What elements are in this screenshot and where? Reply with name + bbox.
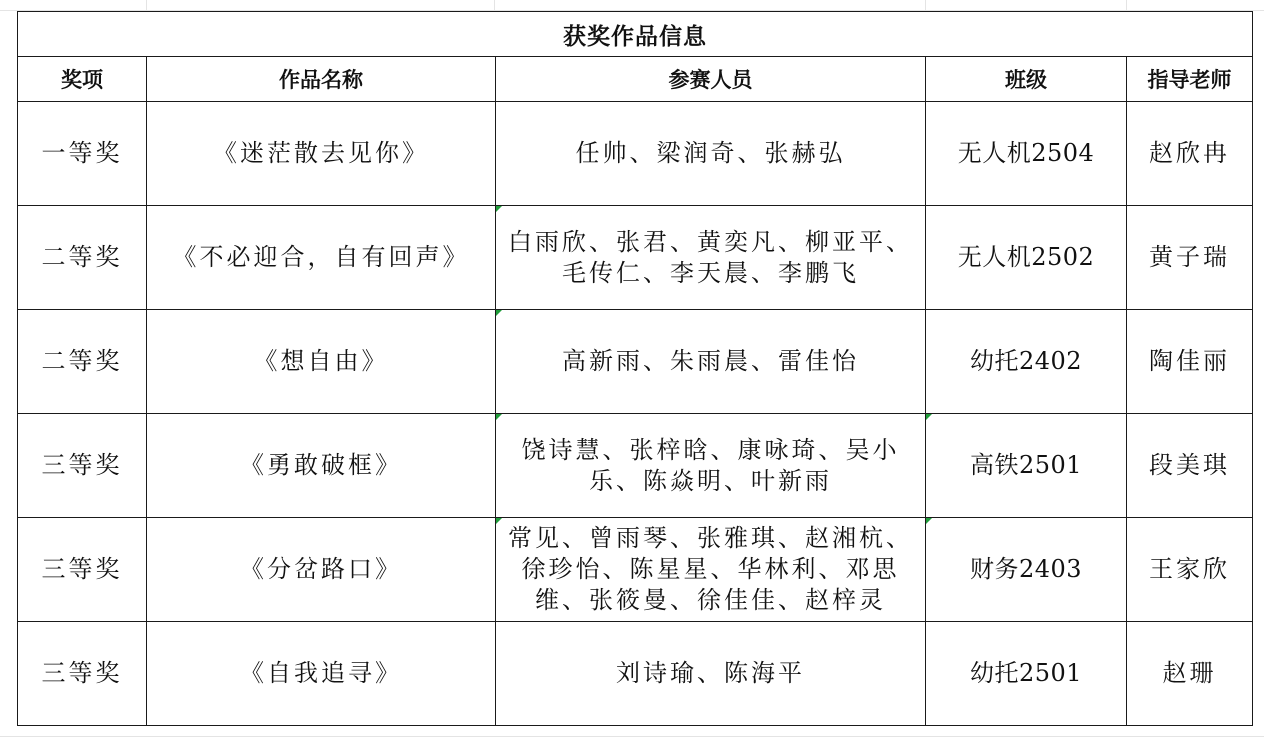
award-table <box>17 11 1253 726</box>
work-name-cell[interactable]: 《迷茫散去见你》 <box>147 102 496 206</box>
members-cell[interactable] <box>496 310 926 414</box>
award-cell[interactable]: 三等奖 <box>18 414 147 518</box>
table-row <box>18 206 1253 310</box>
advisor-cell[interactable]: 赵欣冉 <box>1127 102 1253 206</box>
members-text: 任帅、梁润奇、张赫弘 <box>575 139 846 167</box>
class-cell[interactable]: 幼托2501 <box>926 622 1127 726</box>
sheet-gridline <box>494 0 495 11</box>
members-cell[interactable] <box>496 622 926 726</box>
members-cell[interactable] <box>496 518 926 622</box>
work-name-cell[interactable]: 《勇敢破框》 <box>147 414 496 518</box>
sheet-gridline <box>146 0 147 11</box>
award-cell[interactable]: 三等奖 <box>18 622 147 726</box>
work-name-cell[interactable]: 《不必迎合，自有回声》 <box>147 206 496 310</box>
advisor-cell[interactable]: 陶佳丽 <box>1127 310 1253 414</box>
class-cell[interactable] <box>926 518 1127 622</box>
header-members[interactable]: 参赛人员 <box>496 57 926 102</box>
table-row <box>18 622 1253 726</box>
comment-marker-icon <box>926 414 932 420</box>
header-class[interactable]: 班级 <box>926 57 1127 102</box>
work-name-cell[interactable]: 《分岔路口》 <box>147 518 496 622</box>
advisor-cell[interactable]: 黄子瑞 <box>1127 206 1253 310</box>
members-text: 常见、曾雨琴、张雅琪、赵湘杭、徐珍怡、陈星星、华林利、邓思维、张筱曼、徐佳佳、赵梓灵 <box>508 524 913 614</box>
award-cell[interactable]: 三等奖 <box>18 518 147 622</box>
members-cell[interactable] <box>496 102 926 206</box>
members-cell[interactable] <box>496 206 926 310</box>
work-name-cell[interactable]: 《想自由》 <box>147 310 496 414</box>
advisor-cell[interactable]: 段美琪 <box>1127 414 1253 518</box>
members-text: 刘诗瑜、陈海平 <box>616 659 805 687</box>
sheet-gridline <box>0 736 1264 737</box>
comment-marker-icon <box>496 206 502 212</box>
members-text: 高新雨、朱雨晨、雷佳怡 <box>562 347 859 375</box>
title-row <box>18 12 1253 57</box>
comment-marker-icon <box>496 518 502 524</box>
class-cell[interactable]: 幼托2402 <box>926 310 1127 414</box>
class-text: 财务2403 <box>969 555 1083 583</box>
comment-marker-icon <box>496 414 502 420</box>
sheet-gridline <box>1126 0 1127 11</box>
award-cell[interactable]: 一等奖 <box>18 102 147 206</box>
comment-marker-icon <box>926 518 932 524</box>
class-cell[interactable] <box>926 414 1127 518</box>
advisor-cell[interactable]: 王家欣 <box>1127 518 1253 622</box>
class-cell[interactable]: 无人机2504 <box>926 102 1127 206</box>
table-row <box>18 102 1253 206</box>
members-text: 饶诗慧、张梓晗、康咏琦、吴小乐、陈焱明、叶新雨 <box>521 435 900 495</box>
members-cell[interactable] <box>496 414 926 518</box>
table-title[interactable]: 获奖作品信息 <box>18 12 1253 57</box>
header-advisor[interactable]: 指导老师 <box>1127 57 1253 102</box>
table-row <box>18 414 1253 518</box>
header-award[interactable]: 奖项 <box>18 57 147 102</box>
advisor-cell[interactable]: 赵珊 <box>1127 622 1253 726</box>
members-text: 白雨欣、张君、黄奕凡、柳亚平、毛传仁、李天晨、李鹏飞 <box>508 227 913 287</box>
table-row <box>18 518 1253 622</box>
award-cell[interactable]: 二等奖 <box>18 206 147 310</box>
class-text: 高铁2501 <box>969 451 1083 479</box>
header-work-name[interactable]: 作品名称 <box>147 57 496 102</box>
class-cell[interactable]: 无人机2502 <box>926 206 1127 310</box>
table-row <box>18 310 1253 414</box>
work-name-cell[interactable]: 《自我追寻》 <box>147 622 496 726</box>
award-cell[interactable]: 二等奖 <box>18 310 147 414</box>
sheet-gridline <box>925 0 926 11</box>
header-row <box>18 57 1253 102</box>
comment-marker-icon <box>496 310 502 316</box>
